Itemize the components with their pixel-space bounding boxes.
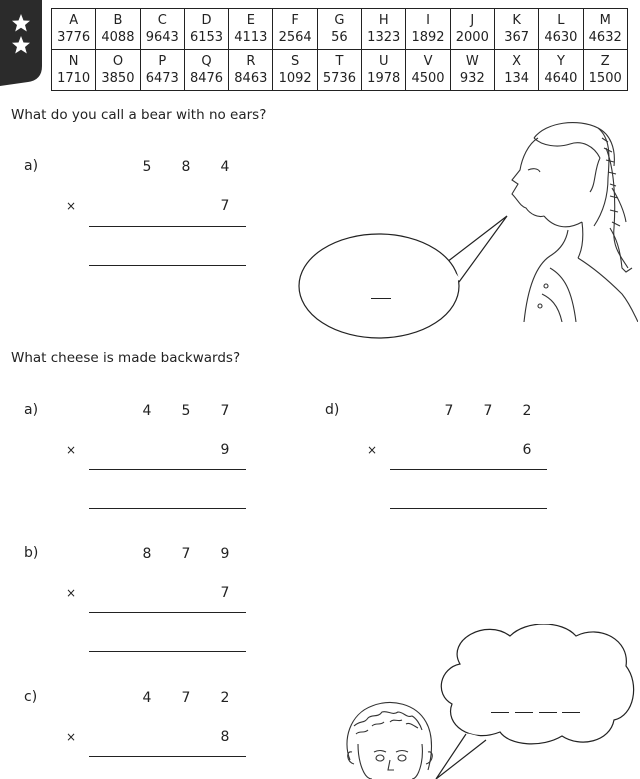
answer-blank[interactable] bbox=[539, 712, 557, 713]
code-cell: Y 4640 bbox=[539, 50, 583, 91]
difficulty-badge bbox=[0, 0, 42, 86]
top-digit: 9 bbox=[220, 546, 230, 562]
code-cell: D 6153 bbox=[184, 9, 228, 50]
code-cell: S 1092 bbox=[273, 50, 317, 91]
code-table-row bbox=[52, 50, 628, 91]
multiplier-digit: 9 bbox=[220, 442, 230, 458]
code-cell: W 932 bbox=[450, 50, 494, 91]
code-cell: U 1978 bbox=[362, 50, 406, 91]
answer-rule bbox=[89, 226, 246, 227]
riddle-question: What cheese is made backwards? bbox=[11, 350, 241, 366]
answer-rule bbox=[390, 469, 547, 470]
multiplier-digit: 8 bbox=[220, 729, 230, 745]
code-cell: C 9643 bbox=[140, 9, 184, 50]
top-digit: 5 bbox=[142, 159, 152, 175]
riddle-question: What do you call a bear with no ears? bbox=[11, 107, 267, 123]
top-digit: 7 bbox=[444, 403, 454, 419]
cloud-speech-bubble bbox=[430, 624, 638, 779]
code-cell: R 8463 bbox=[229, 50, 273, 91]
top-digit: 8 bbox=[142, 546, 152, 562]
code-cell: Z 1500 bbox=[583, 50, 627, 91]
problem-label: a) bbox=[24, 158, 39, 174]
code-cell: A 3776 bbox=[52, 9, 96, 50]
problem-label: a) bbox=[24, 402, 39, 418]
code-cell: F 2564 bbox=[273, 9, 317, 50]
multiplier-digit: 6 bbox=[522, 442, 532, 458]
code-table-row bbox=[52, 9, 628, 50]
multiply-sign: × bbox=[367, 443, 378, 457]
multiplier-digit: 7 bbox=[220, 585, 230, 601]
answer-line[interactable] bbox=[89, 508, 246, 509]
multiply-sign: × bbox=[66, 199, 77, 213]
top-digit: 7 bbox=[181, 690, 191, 706]
answer-blank[interactable] bbox=[491, 712, 509, 713]
answer-blank[interactable] bbox=[562, 712, 580, 713]
answer-rule bbox=[89, 756, 246, 757]
girl-illustration bbox=[498, 118, 638, 322]
top-digit: 7 bbox=[483, 403, 493, 419]
code-cell: Q 8476 bbox=[184, 50, 228, 91]
answer-line[interactable] bbox=[89, 265, 246, 266]
speech-bubble bbox=[297, 210, 517, 342]
top-digit: 7 bbox=[220, 403, 230, 419]
code-cell: X 134 bbox=[494, 50, 538, 91]
top-digit: 8 bbox=[181, 159, 191, 175]
multiply-sign: × bbox=[66, 730, 77, 744]
code-cell: N 1710 bbox=[52, 50, 96, 91]
top-digit: 7 bbox=[181, 546, 191, 562]
top-digit: 4 bbox=[142, 690, 152, 706]
multiplier-digit: 7 bbox=[220, 198, 230, 214]
problem-label: c) bbox=[24, 689, 38, 705]
answer-rule bbox=[89, 612, 246, 613]
code-cell: V 4500 bbox=[406, 50, 450, 91]
code-cell: M 4632 bbox=[583, 9, 627, 50]
top-digit: 2 bbox=[220, 690, 230, 706]
code-cell: J 2000 bbox=[450, 9, 494, 50]
code-cell: B 4088 bbox=[96, 9, 140, 50]
code-cell: E 4113 bbox=[229, 9, 273, 50]
answer-blank[interactable] bbox=[515, 712, 533, 713]
code-cell: K 367 bbox=[494, 9, 538, 50]
top-digit: 4 bbox=[142, 403, 152, 419]
answer-line[interactable] bbox=[89, 651, 246, 652]
answer-blank[interactable] bbox=[371, 298, 391, 299]
top-digit: 4 bbox=[220, 159, 230, 175]
top-digit: 5 bbox=[181, 403, 191, 419]
code-cell: I 1892 bbox=[406, 9, 450, 50]
letter-code-table bbox=[51, 8, 628, 91]
code-cell: T 5736 bbox=[317, 50, 361, 91]
answer-rule bbox=[89, 469, 246, 470]
top-digit: 2 bbox=[522, 403, 532, 419]
answer-line[interactable] bbox=[390, 508, 547, 509]
problem-label: d) bbox=[325, 402, 340, 418]
code-cell: L 4630 bbox=[539, 9, 583, 50]
code-cell: H 1323 bbox=[362, 9, 406, 50]
code-cell: G 56 bbox=[317, 9, 361, 50]
multiply-sign: × bbox=[66, 586, 77, 600]
boy-illustration bbox=[342, 700, 438, 779]
code-cell: O 3850 bbox=[96, 50, 140, 91]
multiply-sign: × bbox=[66, 443, 77, 457]
code-cell: P 6473 bbox=[140, 50, 184, 91]
problem-label: b) bbox=[24, 545, 39, 561]
